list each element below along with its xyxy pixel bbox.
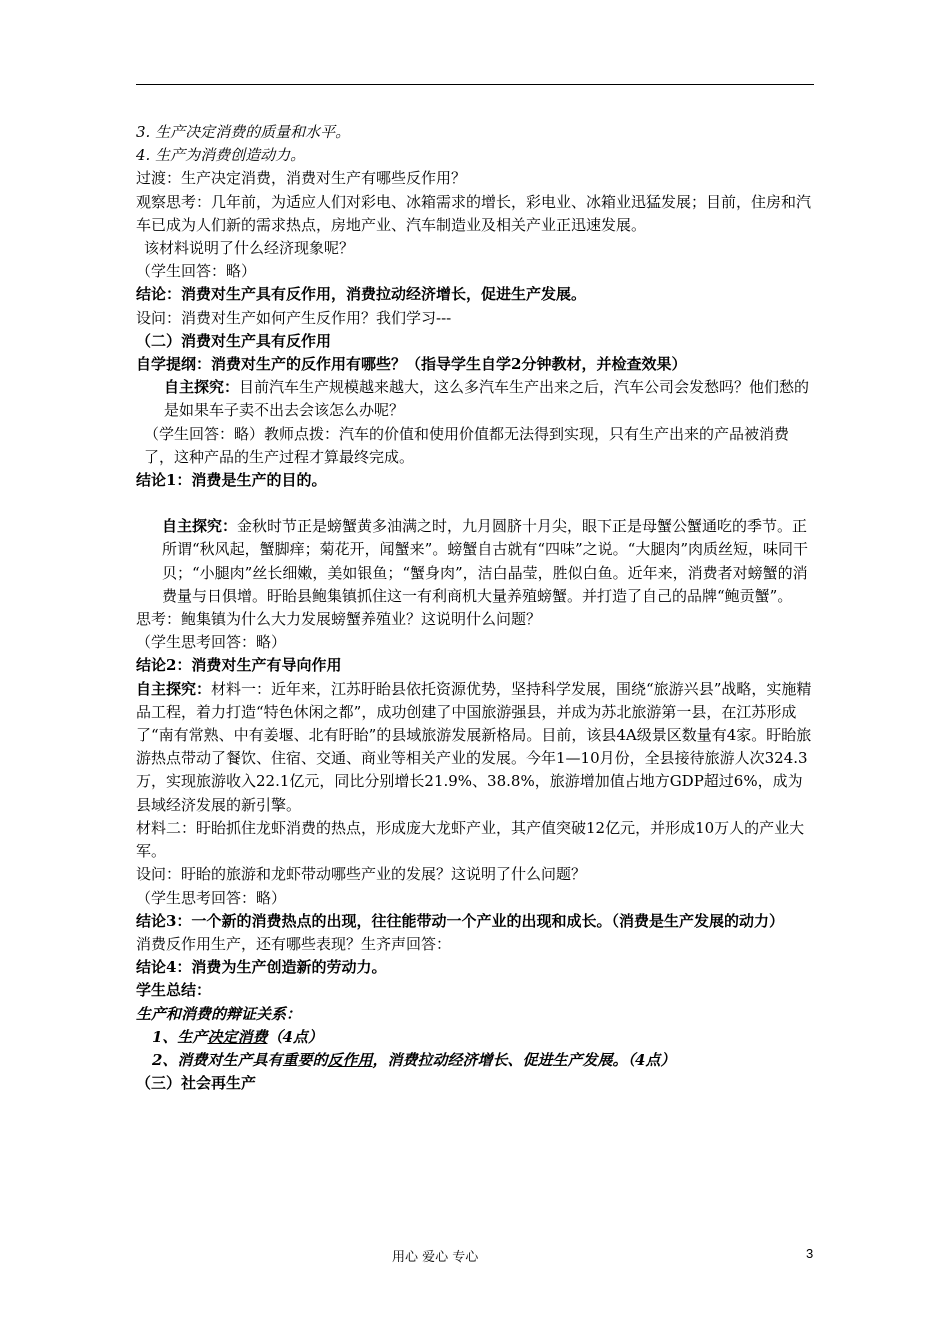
section-3-heading: （三）社会再生产 bbox=[136, 1074, 257, 1093]
student-summary: 学生总结： bbox=[136, 981, 212, 1000]
question: 该材料说明了什么经济现象呢？ bbox=[144, 239, 355, 258]
point-3: 3. 生产决定消费的质量和水平。 bbox=[136, 123, 351, 141]
prompt-3: 设问：盱眙的旅游和龙虾带动哪些产业的发展？这说明了什么问题？ bbox=[136, 865, 587, 884]
footer-motto: 用心 爱心 专心 bbox=[392, 1250, 479, 1265]
conclusion-4: 结论4：消费为生产创造新的劳动力。 bbox=[136, 958, 387, 977]
explore-3: 自主探究：材料一：近年来，江苏盱眙县依托资源优势，坚持科学发展，围绕“旅游兴县”战略，实施精品工程，着力打造“特色休闲之都”，成功创建了中国旅游强县，并成为苏北旅游第一县，在江苏形成了“南有常熟、中有姜堰、北有盱眙”的县域旅游发展新格局。目前，该县4A级景区数量有4家。盱眙旅游热点带动了餐饮、住宿、交通、商业等相关产业的发展。今年1—10月份，全县接待旅游人次324.3万，实现旅游收入22.1亿元，同比分别增长21.9%、38.8%，旅游增加值占地方GDP超过6%，成为县域经济发展的新引擎。 bbox=[136, 679, 812, 814]
more-effects: 消费反作用生产，还有哪些表现？生齐声回答： bbox=[136, 934, 452, 953]
explore-2: 自主探究：金秋时节正是螃蟹黄多油满之时，九月圆脐十月尖，眼下正是母蟹公蟹通吃的季节。正所谓“秋风起，蟹脚痒；菊花开，闻蟹来”。螃蟹自古就有“四味”之说。“大腿肉”肉质丝短，味同干贝；“小腿肉”丝长细嫩，美如银鱼；“蟹身肉”，洁白晶莹，胜似白鱼。近年来，消费者对螃蟹的消费量与日俱增。盱眙县鲍集镇抓住这一有利商机大量养殖螃蟹。并打造了自己的品牌“鲍贡蟹”。 bbox=[162, 517, 809, 605]
conclusion: 结论：消费对生产具有反作用，消费拉动经济增长，促进生产发展。 bbox=[136, 285, 587, 304]
explore-1: 自主探究：目前汽车生产规模越来越大，这么多汽车生产出来之后，汽车公司会发愁吗？他们愁的是如果车子卖不出去会该怎么办呢？ bbox=[164, 378, 810, 420]
material-2: 材料二：盱眙抓住龙虾消费的热点，形成庞大龙虾产业，其产值突破12亿元，并形成10万人的产业大军。 bbox=[136, 818, 805, 861]
header-rule bbox=[136, 84, 814, 85]
dialectic-heading: 生产和消费的辩证关系： bbox=[136, 1004, 302, 1023]
conclusion-3: 结论3：一个新的消费热点的出现，往往能带动一个产业的出现和成长。（消费是生产发展的动力） bbox=[136, 911, 784, 930]
conclusion-2: 结论2：消费对生产有导向作用 bbox=[136, 656, 342, 675]
conclusion-1: 结论1：消费是生产的目的。 bbox=[136, 471, 327, 490]
student-answer-3: （学生思考回答：略） bbox=[136, 888, 287, 907]
student-answer: （学生回答：略） bbox=[136, 262, 257, 281]
transition: 过渡：生产决定消费，消费对生产有哪些反作用？ bbox=[136, 169, 467, 188]
prompt: 设问：消费对生产如何产生反作用？我们学习--- bbox=[136, 308, 452, 327]
student-answer-2: （学生思考回答：略） bbox=[136, 633, 287, 652]
point-4: 4. 生产为消费创造动力。 bbox=[136, 146, 306, 165]
page-number: 3 bbox=[806, 1246, 814, 1261]
summary-item-1: 1、生产决定消费（4点） bbox=[152, 1027, 323, 1046]
summary-item-2: 2、消费对生产具有重要的反作用，消费拉动经济增长、促进生产发展。（4点） bbox=[152, 1050, 676, 1069]
observe-think: 观察思考：几年前，为适应人们对彩电、冰箱需求的增长，彩电业、冰箱业迅猛发展；目前，住房和汽车已成为人们新的需求热点，房地产业、汽车制造业及相关产业正迅速发展。 bbox=[136, 192, 812, 234]
teacher-tip: （学生回答：略）教师点拨：汽车的价值和使用价值都无法得到实现，只有生产出来的产品被消费了，这种产品的生产过程才算最终完成。 bbox=[144, 424, 790, 466]
document-body bbox=[136, 121, 816, 1095]
section-2-heading: （二）消费对生产具有反作用 bbox=[136, 331, 332, 350]
think-2: 思考：鲍集镇为什么大力发展螃蟹养殖业？这说明什么问题？ bbox=[136, 610, 542, 629]
self-study-outline: 自学提纲：消费对生产的反作用有哪些？（指导学生自学2分钟教材，并检查效果） bbox=[136, 355, 687, 374]
